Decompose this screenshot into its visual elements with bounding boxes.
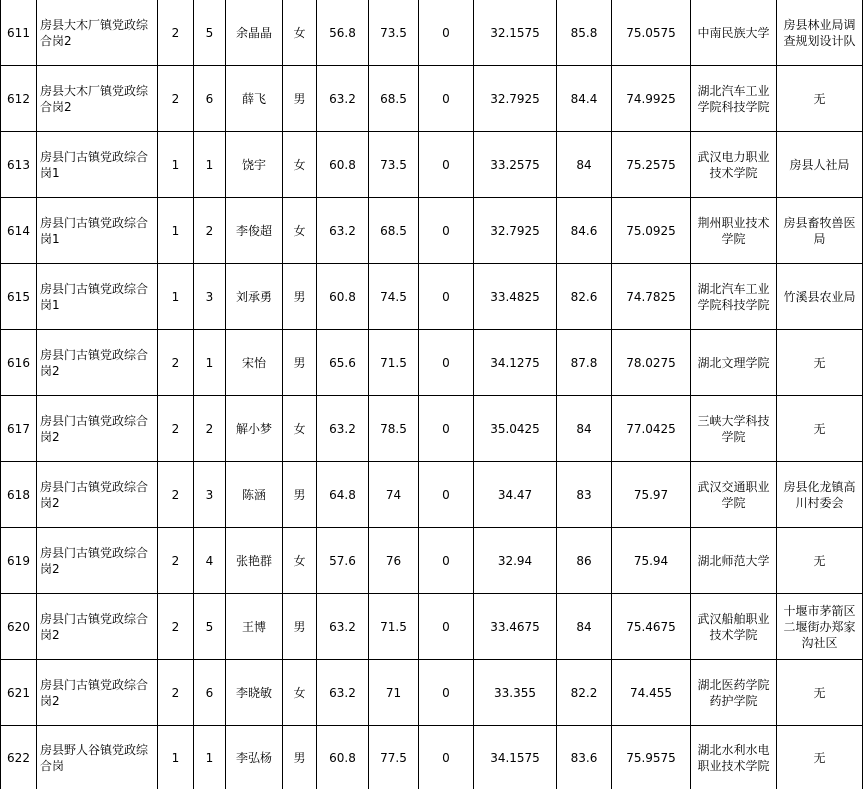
cell-name: 王博: [226, 594, 283, 660]
cell-gender: 女: [283, 660, 317, 726]
cell-total-score: 75.4675: [612, 594, 691, 660]
cell-name: 李晓敏: [226, 660, 283, 726]
cell-number: 618: [1, 462, 37, 528]
cell-position: 房县门古镇党政综合岗1: [37, 198, 158, 264]
cell-position: 房县门古镇党政综合岗2: [37, 462, 158, 528]
cell-school: 三峡大学科技学院: [691, 396, 777, 462]
cell-interview-score: 77.5: [369, 726, 419, 790]
table-body: [1, 0, 863, 789]
cell-second-score: 85.8: [557, 0, 612, 66]
cell-converted-score: 34.47: [474, 462, 557, 528]
cell-second-score: 84: [557, 594, 612, 660]
cell-position: 房县大木厂镇党政综合岗2: [37, 0, 158, 66]
cell-converted-score: 33.355: [474, 660, 557, 726]
cell-quota: 2: [158, 528, 194, 594]
cell-gender: 女: [283, 396, 317, 462]
table-row: [1, 396, 863, 462]
cell-converted-score: 32.1575: [474, 0, 557, 66]
cell-converted-score: 33.4825: [474, 264, 557, 330]
cell-school: 湖北文理学院: [691, 330, 777, 396]
cell-name: 薛飞: [226, 66, 283, 132]
cell-number: 617: [1, 396, 37, 462]
cell-number: 622: [1, 726, 37, 790]
cell-total-score: 78.0275: [612, 330, 691, 396]
table-row: [1, 132, 863, 198]
cell-written-score: 60.8: [317, 264, 369, 330]
cell-bonus: 0: [419, 462, 474, 528]
cell-gender: 男: [283, 462, 317, 528]
cell-work-unit: 房县畜牧兽医局: [777, 198, 863, 264]
cell-gender: 男: [283, 264, 317, 330]
cell-total-score: 75.2575: [612, 132, 691, 198]
cell-work-unit: 无: [777, 330, 863, 396]
cell-school: 武汉船舶职业技术学院: [691, 594, 777, 660]
cell-total-score: 75.94: [612, 528, 691, 594]
cell-rank: 2: [194, 396, 226, 462]
cell-total-score: 75.9575: [612, 726, 691, 790]
cell-position: 房县门古镇党政综合岗2: [37, 528, 158, 594]
cell-quota: 2: [158, 462, 194, 528]
cell-quota: 2: [158, 396, 194, 462]
table-row: [1, 198, 863, 264]
cell-interview-score: 76: [369, 528, 419, 594]
cell-school: 武汉电力职业技术学院: [691, 132, 777, 198]
cell-position: 房县门古镇党政综合岗2: [37, 330, 158, 396]
cell-name: 解小梦: [226, 396, 283, 462]
cell-gender: 女: [283, 132, 317, 198]
cell-name: 饶宇: [226, 132, 283, 198]
cell-quota: 1: [158, 264, 194, 330]
cell-interview-score: 74.5: [369, 264, 419, 330]
cell-written-score: 63.2: [317, 660, 369, 726]
cell-interview-score: 71.5: [369, 594, 419, 660]
cell-total-score: 74.455: [612, 660, 691, 726]
table-row: [1, 330, 863, 396]
cell-rank: 6: [194, 66, 226, 132]
cell-interview-score: 71: [369, 660, 419, 726]
cell-school: 湖北汽车工业学院科技学院: [691, 264, 777, 330]
cell-converted-score: 35.0425: [474, 396, 557, 462]
cell-work-unit: 房县林业局调查规划设计队: [777, 0, 863, 66]
table-row: [1, 0, 863, 66]
cell-bonus: 0: [419, 528, 474, 594]
cell-work-unit: 无: [777, 66, 863, 132]
cell-work-unit: 无: [777, 726, 863, 790]
table-row: [1, 594, 863, 660]
cell-number: 614: [1, 198, 37, 264]
cell-interview-score: 73.5: [369, 0, 419, 66]
cell-second-score: 84: [557, 132, 612, 198]
cell-school: 武汉交通职业学院: [691, 462, 777, 528]
cell-total-score: 74.7825: [612, 264, 691, 330]
cell-interview-score: 78.5: [369, 396, 419, 462]
cell-work-unit: 无: [777, 528, 863, 594]
cell-written-score: 63.2: [317, 594, 369, 660]
cell-rank: 1: [194, 132, 226, 198]
cell-quota: 1: [158, 726, 194, 790]
cell-rank: 5: [194, 594, 226, 660]
cell-quota: 2: [158, 660, 194, 726]
cell-written-score: 63.2: [317, 396, 369, 462]
cell-name: 宋怡: [226, 330, 283, 396]
cell-school: 中南民族大学: [691, 0, 777, 66]
cell-quota: 2: [158, 594, 194, 660]
cell-written-score: 63.2: [317, 66, 369, 132]
cell-rank: 4: [194, 528, 226, 594]
cell-second-score: 87.8: [557, 330, 612, 396]
cell-total-score: 74.9925: [612, 66, 691, 132]
table-row: [1, 264, 863, 330]
cell-rank: 2: [194, 198, 226, 264]
cell-quota: 2: [158, 330, 194, 396]
cell-written-score: 60.8: [317, 726, 369, 790]
cell-second-score: 84: [557, 396, 612, 462]
cell-interview-score: 71.5: [369, 330, 419, 396]
cell-gender: 男: [283, 726, 317, 790]
cell-bonus: 0: [419, 660, 474, 726]
table-row: [1, 462, 863, 528]
cell-number: 621: [1, 660, 37, 726]
cell-quota: 1: [158, 132, 194, 198]
cell-bonus: 0: [419, 198, 474, 264]
cell-position: 房县门古镇党政综合岗1: [37, 264, 158, 330]
cell-position: 房县门古镇党政综合岗2: [37, 594, 158, 660]
cell-number: 612: [1, 66, 37, 132]
cell-written-score: 60.8: [317, 132, 369, 198]
cell-bonus: 0: [419, 726, 474, 790]
cell-name: 李俊超: [226, 198, 283, 264]
cell-bonus: 0: [419, 66, 474, 132]
cell-second-score: 83: [557, 462, 612, 528]
cell-position: 房县门古镇党政综合岗2: [37, 660, 158, 726]
cell-rank: 1: [194, 726, 226, 790]
cell-quota: 2: [158, 0, 194, 66]
cell-name: 李弘杨: [226, 726, 283, 790]
cell-written-score: 65.6: [317, 330, 369, 396]
cell-second-score: 86: [557, 528, 612, 594]
cell-bonus: 0: [419, 132, 474, 198]
cell-position: 房县野人谷镇党政综合岗: [37, 726, 158, 790]
cell-name: 陈涵: [226, 462, 283, 528]
cell-rank: 3: [194, 462, 226, 528]
cell-written-score: 57.6: [317, 528, 369, 594]
cell-interview-score: 73.5: [369, 132, 419, 198]
cell-converted-score: 34.1275: [474, 330, 557, 396]
cell-interview-score: 68.5: [369, 66, 419, 132]
cell-rank: 6: [194, 660, 226, 726]
cell-gender: 女: [283, 0, 317, 66]
cell-school: 湖北师范大学: [691, 528, 777, 594]
cell-number: 619: [1, 528, 37, 594]
cell-second-score: 83.6: [557, 726, 612, 790]
cell-converted-score: 32.7925: [474, 198, 557, 264]
cell-number: 613: [1, 132, 37, 198]
table-row: [1, 528, 863, 594]
cell-name: 余晶晶: [226, 0, 283, 66]
cell-total-score: 75.0925: [612, 198, 691, 264]
table-row: [1, 726, 863, 790]
cell-number: 616: [1, 330, 37, 396]
cell-rank: 1: [194, 330, 226, 396]
cell-interview-score: 68.5: [369, 198, 419, 264]
cell-converted-score: 34.1575: [474, 726, 557, 790]
cell-quota: 2: [158, 66, 194, 132]
cell-position: 房县门古镇党政综合岗1: [37, 132, 158, 198]
cell-number: 615: [1, 264, 37, 330]
cell-converted-score: 33.4675: [474, 594, 557, 660]
cell-bonus: 0: [419, 330, 474, 396]
cell-work-unit: 竹溪县农业局: [777, 264, 863, 330]
cell-total-score: 75.0575: [612, 0, 691, 66]
cell-school: 荆州职业技术学院: [691, 198, 777, 264]
table-row: [1, 660, 863, 726]
cell-written-score: 64.8: [317, 462, 369, 528]
cell-bonus: 0: [419, 264, 474, 330]
cell-converted-score: 32.7925: [474, 66, 557, 132]
cell-second-score: 84.4: [557, 66, 612, 132]
cell-total-score: 75.97: [612, 462, 691, 528]
cell-gender: 男: [283, 330, 317, 396]
cell-rank: 3: [194, 264, 226, 330]
cell-name: 张艳群: [226, 528, 283, 594]
cell-gender: 男: [283, 594, 317, 660]
cell-work-unit: 无: [777, 660, 863, 726]
cell-written-score: 63.2: [317, 198, 369, 264]
cell-converted-score: 33.2575: [474, 132, 557, 198]
cell-second-score: 82.6: [557, 264, 612, 330]
cell-position: 房县门古镇党政综合岗2: [37, 396, 158, 462]
cell-written-score: 56.8: [317, 0, 369, 66]
cell-quota: 1: [158, 198, 194, 264]
cell-interview-score: 74: [369, 462, 419, 528]
cell-work-unit: 无: [777, 396, 863, 462]
cell-work-unit: 十堰市茅箭区二堰街办郑家沟社区: [777, 594, 863, 660]
cell-second-score: 82.2: [557, 660, 612, 726]
cell-gender: 女: [283, 528, 317, 594]
cell-number: 620: [1, 594, 37, 660]
cell-position: 房县大木厂镇党政综合岗2: [37, 66, 158, 132]
cell-school: 湖北水利水电职业技术学院: [691, 726, 777, 790]
cell-total-score: 77.0425: [612, 396, 691, 462]
cell-bonus: 0: [419, 594, 474, 660]
table-row: [1, 66, 863, 132]
cell-work-unit: 房县人社局: [777, 132, 863, 198]
cell-bonus: 0: [419, 396, 474, 462]
cell-rank: 5: [194, 0, 226, 66]
cell-bonus: 0: [419, 0, 474, 66]
cell-second-score: 84.6: [557, 198, 612, 264]
cell-number: 611: [1, 0, 37, 66]
cell-gender: 女: [283, 198, 317, 264]
cell-gender: 男: [283, 66, 317, 132]
cell-school: 湖北医药学院药护学院: [691, 660, 777, 726]
cell-converted-score: 32.94: [474, 528, 557, 594]
cell-work-unit: 房县化龙镇高川村委会: [777, 462, 863, 528]
cell-name: 刘承勇: [226, 264, 283, 330]
cell-school: 湖北汽车工业学院科技学院: [691, 66, 777, 132]
